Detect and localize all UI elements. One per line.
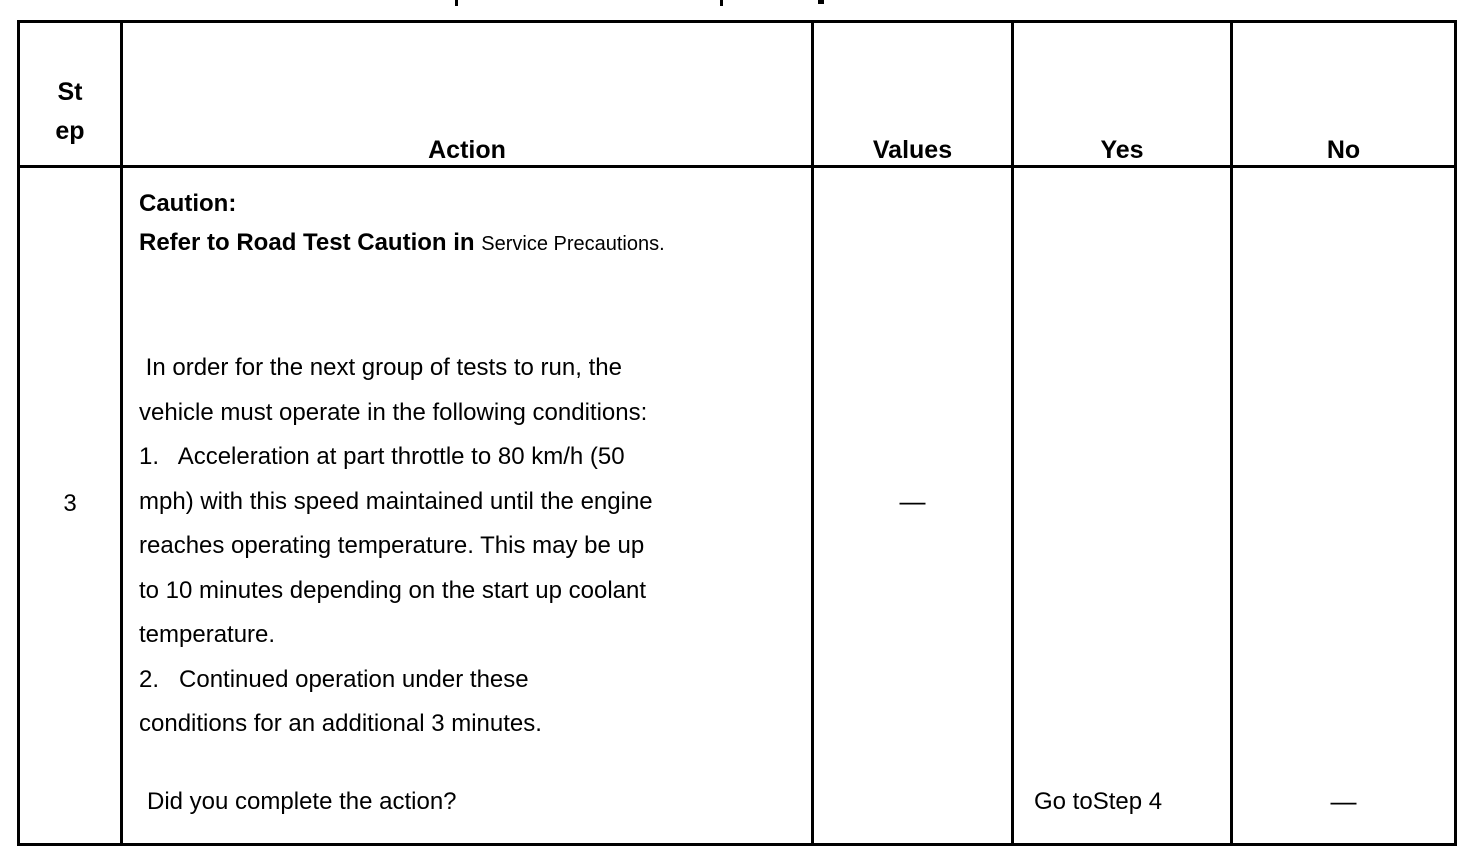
paragraph-line: mph) with this speed maintained until the engine: [139, 487, 653, 515]
step-number: 3: [63, 490, 77, 517]
caution-text-line: [139, 223, 811, 264]
no-column-header: No: [1232, 22, 1456, 167]
cut-off-text-fragment: [455, 0, 458, 6]
paragraph-line: to 10 minutes depending on the start up coolant: [139, 576, 647, 604]
diagnostic-table: [17, 20, 1457, 846]
header-row: [19, 22, 1456, 167]
yes-column-header: Yes: [1013, 22, 1232, 167]
step-header-line: ep: [55, 117, 85, 145]
table-row: [19, 167, 1456, 845]
instruction-paragraph: [139, 346, 811, 747]
caution-text: Refer to Road Test Caution in: [139, 229, 475, 256]
cut-off-text-fragment: [818, 0, 824, 4]
step-column-header: [19, 22, 122, 167]
yes-cell: [1013, 167, 1232, 845]
yes-result-link[interactable]: Go toStep 4: [1034, 788, 1163, 815]
step-header-line: St: [57, 78, 83, 106]
paragraph-line: 1. Acceleration at part throttle to 80 km/h (50: [139, 443, 625, 470]
no-cell: [1232, 167, 1456, 845]
paragraph-line: In order for the next group of tests to run, the: [139, 354, 622, 381]
action-column-header: Action: [122, 22, 813, 167]
action-content: [123, 168, 811, 747]
caution-title: Caution:: [139, 190, 237, 217]
values-cell: [813, 167, 1013, 845]
paragraph-line: vehicle must operate in the following conditions:: [139, 398, 648, 426]
paragraph-line: temperature.: [139, 621, 276, 648]
caution-block: [139, 184, 811, 264]
question-text: Did you complete the action?: [147, 788, 457, 815]
paragraph-line: conditions for an additional 3 minutes.: [139, 710, 542, 737]
cut-off-text-fragment: [720, 0, 723, 6]
values-dash: —: [899, 486, 926, 516]
action-cell: [122, 167, 813, 845]
values-column-header: Values: [813, 22, 1013, 167]
paragraph-line: 2. Continued operation under these: [139, 665, 529, 693]
caution-reference: Service Precautions.: [481, 233, 665, 255]
paragraph-line: reaches operating temperature. This may be up: [139, 532, 645, 559]
step-cell: [19, 167, 122, 845]
no-dash: —: [1330, 786, 1357, 816]
